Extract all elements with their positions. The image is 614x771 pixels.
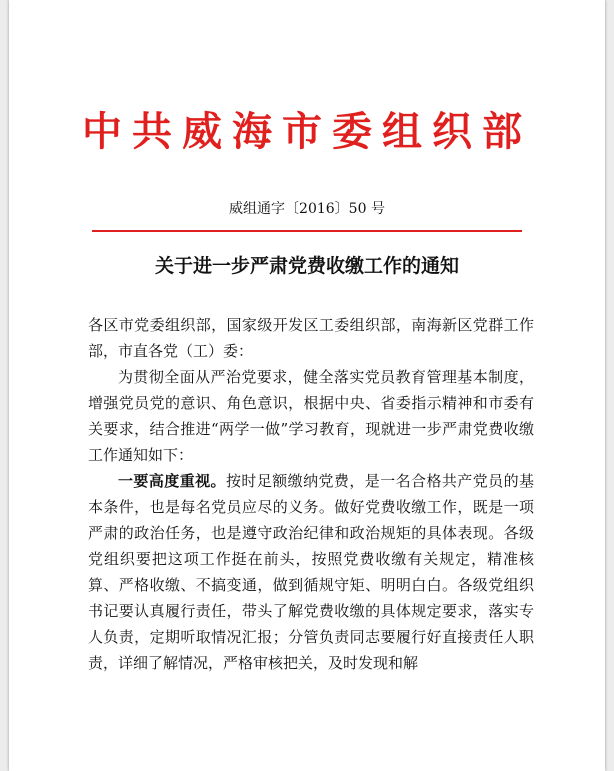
salutation: 各区市党委组织部，国家级开发区工委组织部，南海新区党群工作部，市直各党（工）委：	[88, 316, 534, 360]
notice-title: 关于进一步严肃党费收缴工作的通知	[154, 255, 459, 277]
intro-paragraph: 为贯彻全面从严治党要求，健全落实党员教育管理基本制度，增强党员党的意识、角色意识，根据中央、省委指示精神和市委有关要求，结合推进“两学一做”学习教育，现就进一步严肃党费收缴工作通知如下：	[88, 368, 534, 464]
section-1-heading: 一要高度重视。	[118, 472, 226, 490]
document-page	[9, 0, 605, 771]
issuing-organization-header: 中共威海市委组织部	[82, 108, 532, 155]
section-1-paragraph	[88, 468, 534, 676]
notice-body	[88, 312, 534, 676]
red-divider-line	[92, 230, 522, 232]
document-number: 威组通字〔2016〕50 号	[229, 201, 385, 217]
section-1-text: 按时足额缴纳党费，是一名合格共产党员的基本条件，也是每名党员应尽的义务。做好党费收缴工作，既是一项严肃的政治任务，也是遵守政治纪律和政治规矩的具体表现。各级党组织要把这项工作挺在前头，按照党费收缴有关规定，精准核算、严格收缴、不搞变通，做到循规守矩、明明白白。各级党组织书记要认真履行责任，带头了解党费收缴的具体规定要求，落实专人负责，定期听取情况汇报；分管负责同志要履行好直接责任人职责，详细了解情况，严格审核把关，及时发现和解	[88, 472, 534, 672]
